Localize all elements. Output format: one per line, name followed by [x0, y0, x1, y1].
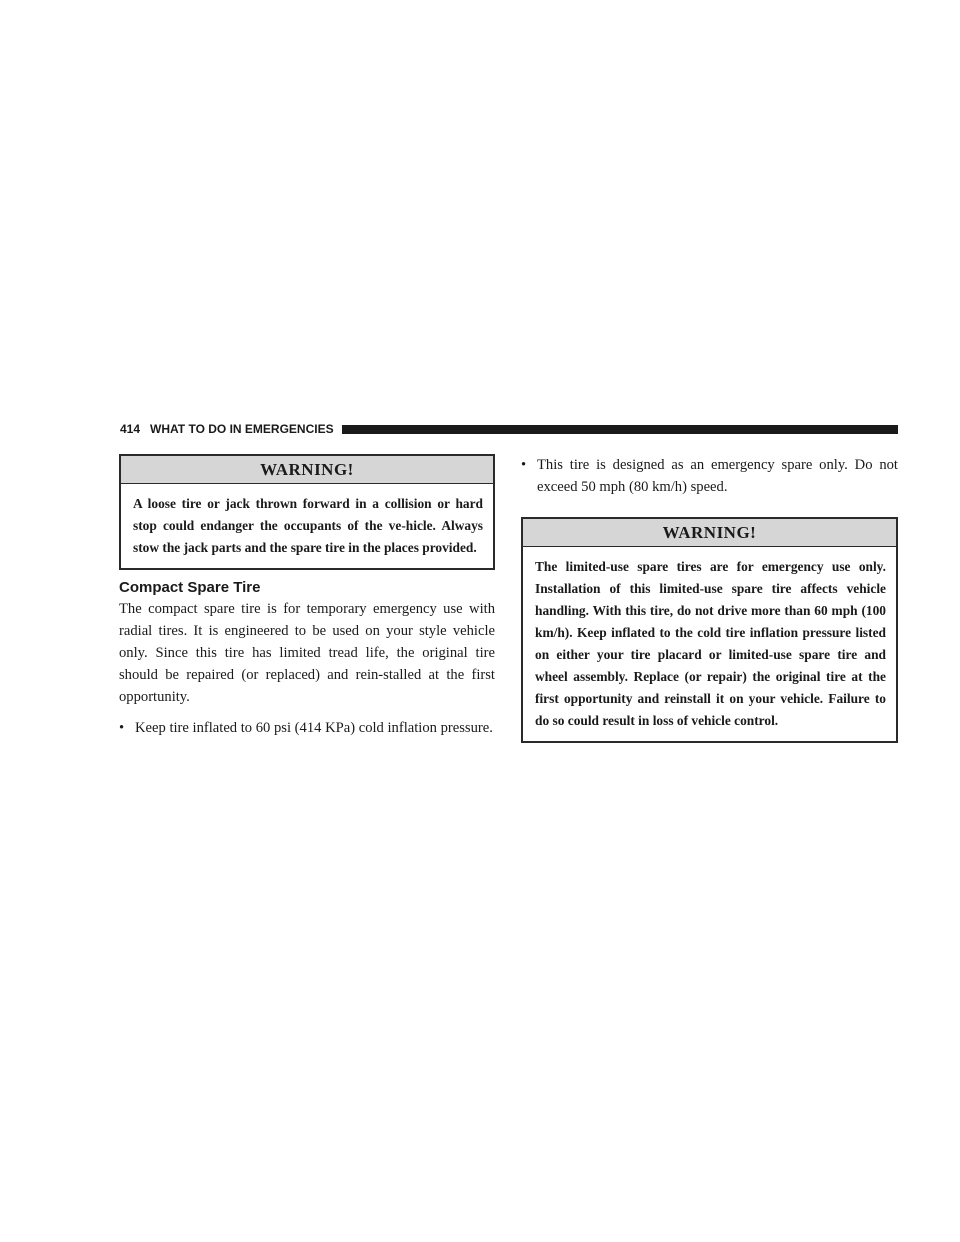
warning-title: WARNING! — [121, 456, 493, 484]
right-column — [521, 454, 898, 743]
body-paragraph: The compact spare tire is for temporary emergency use with radial tires. It is engineered to be used on your style vehicle only. Since this tire has limited tread life, the original tire should be repaired (or replaced) and rein-stalled at the first opportunity. — [119, 601, 495, 705]
section-title: WHAT TO DO IN EMERGENCIES — [150, 422, 334, 436]
warning-box-jack-stow — [119, 454, 495, 570]
warning-body: The limited-use spare tires are for emergency use only. Installation of this limited-use spare tire affects vehicle handling. With this tire, do not drive more than 60 mph (100 km/h). Keep inflated to the cold tire inflation pressure listed on either your tire placard or limited-use spare tire and wheel assembly. Replace (or repair) the original tire at the first opportunity and reinstall it on your vehicle. Failure to do so could result in loss of vehicle control. — [535, 559, 886, 728]
bullet-icon: • — [119, 720, 125, 736]
header-rule — [342, 425, 898, 434]
warning-body: A loose tire or jack thrown forward in a collision or hard stop could endanger the occupants of the ve-hicle. Always stow the jack parts and the spare tire in the places provided. — [133, 496, 483, 555]
warning-title: WARNING! — [523, 519, 896, 547]
left-column — [119, 454, 495, 739]
page-number: 414 — [120, 422, 141, 436]
bullet-item-speed-limit — [521, 454, 898, 498]
section-heading-compact-spare: Compact Spare Tire — [119, 579, 261, 596]
bullet-text: This tire is designed as an emergency spare only. Do not exceed 50 mph (80 km/h) speed. — [537, 457, 898, 495]
page-header — [120, 420, 898, 438]
bullet-item-inflation — [119, 717, 495, 739]
warning-box-limited-use-spare — [521, 517, 898, 743]
bullet-icon: • — [521, 457, 527, 473]
bullet-text: Keep tire inflated to 60 psi (414 KPa) cold inflation pressure. — [135, 720, 493, 736]
